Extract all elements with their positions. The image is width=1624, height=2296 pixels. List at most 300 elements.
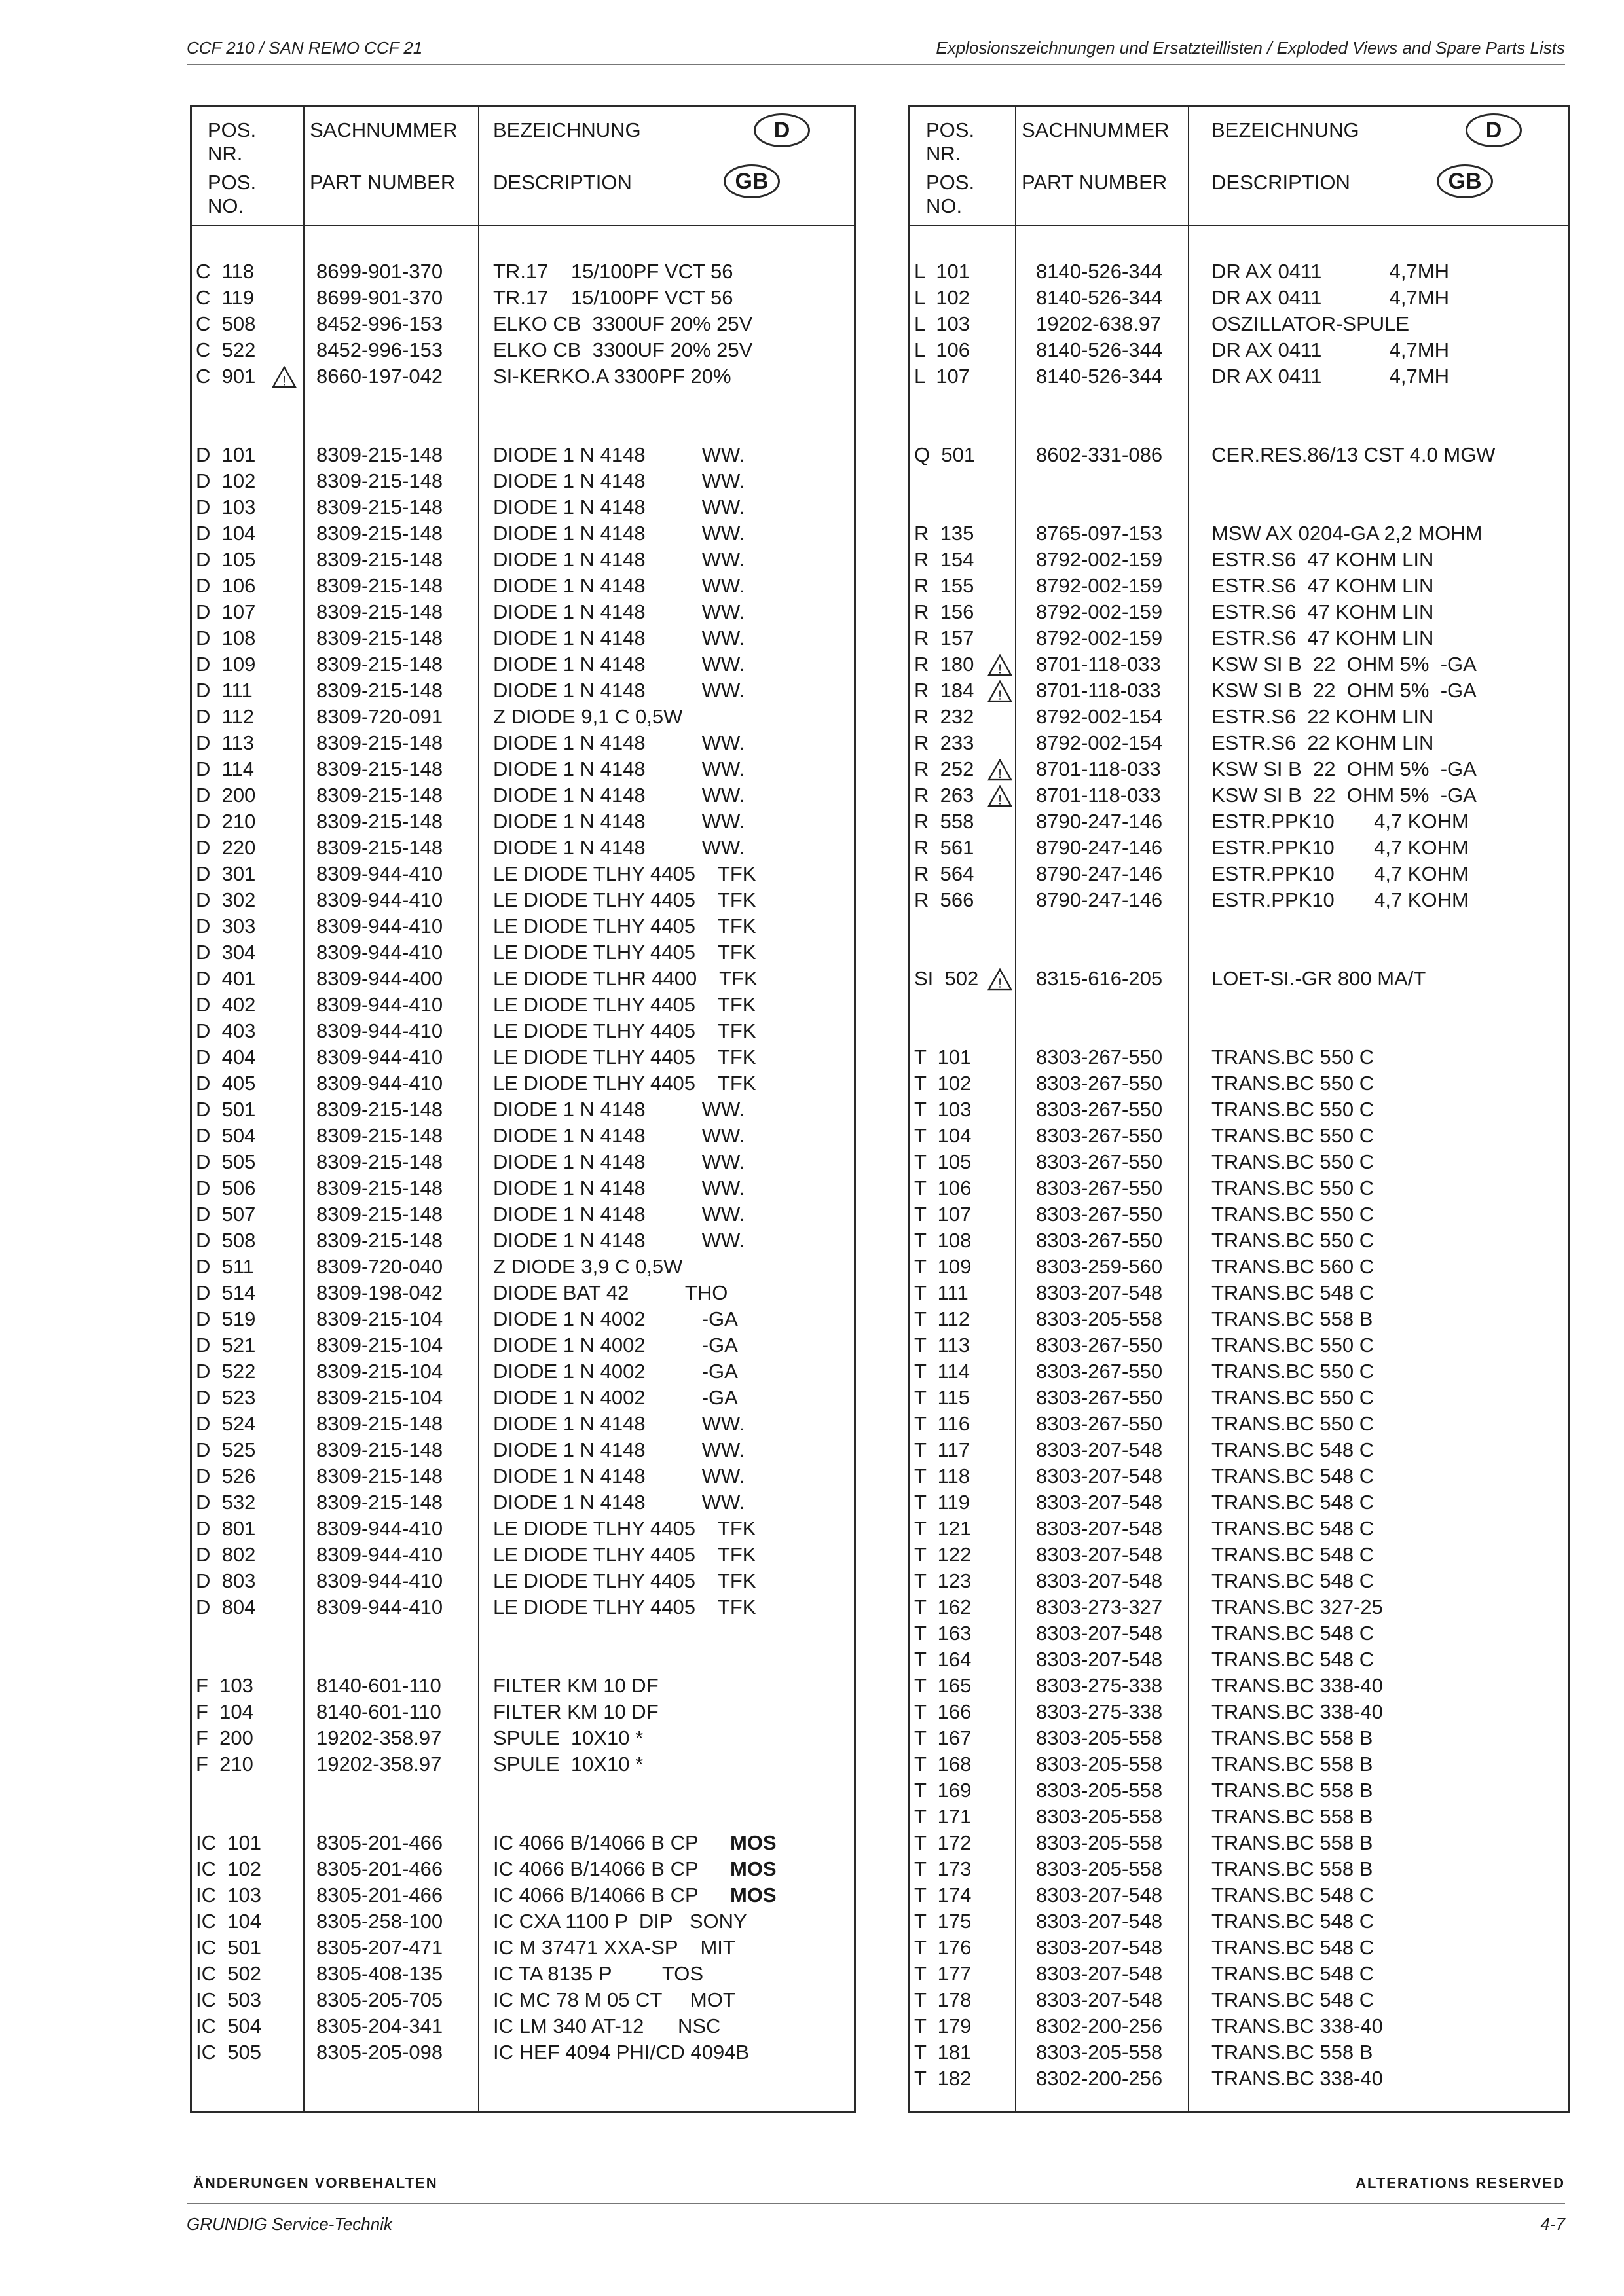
row-gap: [192, 1620, 854, 1647]
description-cell: KSW SI B 22 OHM 5% -GA: [1211, 679, 1477, 702]
position-cell: F 210: [196, 1753, 253, 1776]
position-cell: T 116: [914, 1412, 970, 1435]
table-row: [910, 1594, 1568, 1620]
table-row: [192, 1725, 854, 1751]
table-row: [192, 442, 854, 468]
description-cell: LOET-SI.-GR 800 MA/T: [1211, 967, 1426, 990]
header-divider: [910, 225, 1568, 226]
table-row: [192, 599, 854, 625]
description-cell: DIODE 1 N 4148 WW.: [493, 1491, 745, 1514]
position-cell: D 801: [196, 1517, 256, 1540]
position-cell: R 184: [914, 679, 974, 702]
description-cell: DIODE 1 N 4148 WW.: [493, 469, 745, 492]
rows-left: [192, 259, 854, 2066]
table-row: [192, 520, 854, 547]
part-number-cell: 8302-200-256: [1036, 2067, 1163, 2090]
table-row: [192, 704, 854, 730]
description-cell: TRANS.BC 548 C: [1211, 1884, 1375, 1906]
table-row: [192, 1070, 854, 1097]
description-cell: IC 4066 B/14066 B CP: [493, 1884, 699, 1906]
description-cell: DIODE 1 N 4148 WW.: [493, 653, 745, 676]
table-row: [910, 337, 1568, 363]
table-row: [910, 1358, 1568, 1385]
table-row: [910, 1201, 1568, 1228]
table-row: [910, 2013, 1568, 2039]
part-number-cell: 8309-215-148: [316, 1412, 443, 1435]
position-cell: D 220: [196, 836, 256, 859]
part-number-cell: 8309-215-104: [316, 1307, 443, 1330]
part-number-cell: 8602-331-086: [1036, 443, 1163, 466]
table-row: [192, 468, 854, 494]
changes-reserved-note: ÄNDERUNGEN VORBEHALTEN: [193, 2175, 438, 2191]
part-number-cell: 8140-526-344: [1036, 286, 1163, 309]
part-number-cell: 8303-207-548: [1036, 1936, 1163, 1959]
part-number-cell: 8305-408-135: [316, 1962, 443, 1985]
description-cell: ESTR.S6 47 KOHM LIN: [1211, 600, 1434, 623]
parts-table-right: [908, 105, 1570, 2113]
description-cell: DR AX 0411 4,7MH: [1211, 365, 1449, 388]
table-row: [910, 363, 1568, 390]
position-cell: R 157: [914, 627, 974, 649]
description-cell: TRANS.BC 548 C: [1211, 1569, 1375, 1592]
position-cell: T 171: [914, 1805, 972, 1828]
table-row: [910, 756, 1568, 782]
description-cell: TRANS.BC 550 C: [1211, 1386, 1375, 1409]
alterations-reserved-note: ALTERATIONS RESERVED: [1356, 2175, 1565, 2191]
table-row: [910, 1987, 1568, 2013]
position-cell: T 179: [914, 2014, 972, 2037]
description-cell: LE DIODE TLHY 4405 TFK: [493, 1517, 756, 1540]
table-row: [192, 1516, 854, 1542]
table-row: [910, 442, 1568, 468]
table-row: [192, 1018, 854, 1044]
svg-text:!: !: [282, 373, 286, 388]
description-cell: IC LM 340 AT-12 NSC: [493, 2014, 721, 2037]
part-number-cell: 8792-002-154: [1036, 705, 1163, 728]
table-row: [910, 1097, 1568, 1123]
position-cell: T 101: [914, 1046, 972, 1068]
description-cell: DIODE 1 N 4148 WW.: [493, 757, 745, 780]
table-row: [910, 1804, 1568, 1830]
description-cell: SPULE 10X10 *: [493, 1726, 644, 1749]
description-cell: ESTR.S6 47 KOHM LIN: [1211, 574, 1434, 597]
part-number-cell: 8309-215-148: [316, 784, 443, 807]
position-cell: T 178: [914, 1988, 972, 2011]
position-cell: T 167: [914, 1726, 972, 1749]
description-cell: SI-KERKO.A 3300PF 20%: [493, 365, 731, 388]
position-cell: D 524: [196, 1412, 256, 1435]
table-row: [910, 651, 1568, 678]
part-number-cell: 8303-267-550: [1036, 1203, 1163, 1226]
table-row: [910, 966, 1568, 992]
table-row: [192, 861, 854, 887]
part-number-cell: 8303-273-327: [1036, 1595, 1163, 1618]
position-cell: T 112: [914, 1307, 970, 1330]
part-number-cell: 19202-358.97: [316, 1726, 442, 1749]
position-cell: L 106: [914, 338, 970, 361]
table-row: [910, 678, 1568, 704]
table-row: [192, 1044, 854, 1070]
part-number-cell: 8302-200-256: [1036, 2014, 1163, 2037]
position-cell: D 401: [196, 967, 256, 990]
part-number-cell: 8309-944-410: [316, 915, 443, 938]
position-cell: D 522: [196, 1360, 256, 1383]
part-number-cell: 8303-205-558: [1036, 1779, 1163, 1802]
part-number-cell: 8309-215-148: [316, 1176, 443, 1199]
position-cell: F 200: [196, 1726, 253, 1749]
position-cell: T 173: [914, 1857, 972, 1880]
position-cell: T 109: [914, 1255, 972, 1278]
position-cell: IC 505: [196, 2041, 261, 2064]
description-cell: DIODE 1 N 4148 WW.: [493, 496, 745, 519]
position-cell: D 402: [196, 993, 256, 1016]
table-row: [910, 1751, 1568, 1777]
description-cell: Z DIODE 9,1 C 0,5W: [493, 705, 683, 728]
table-row: [192, 337, 854, 363]
position-cell: T 107: [914, 1203, 972, 1226]
table-row: [192, 1175, 854, 1201]
description-cell: ESTR.PPK10 4,7 KOHM: [1211, 888, 1469, 911]
table-row: [192, 1437, 854, 1463]
table-row: [192, 1228, 854, 1254]
part-number-cell: 8305-201-466: [316, 1857, 443, 1880]
description-cell: ELKO CB 3300UF 20% 25V: [493, 312, 753, 335]
position-cell: IC 104: [196, 1910, 261, 1933]
position-cell: T 164: [914, 1648, 972, 1671]
part-number-cell: 8305-201-466: [316, 1884, 443, 1906]
row-gap: [192, 1804, 854, 1830]
description-cell: IC MC 78 M 05 CT MOT: [493, 1988, 735, 2011]
description-cell: TRANS.BC 548 C: [1211, 1491, 1375, 1514]
description-cell: TRANS.BC 548 C: [1211, 1648, 1375, 1671]
description-cell: IC TA 8135 P TOS: [493, 1962, 704, 1985]
part-number-cell: 8305-205-098: [316, 2041, 443, 2064]
part-number-cell: 8303-207-548: [1036, 1465, 1163, 1487]
part-number-cell: 8303-207-548: [1036, 1648, 1163, 1671]
part-number-cell: 8309-944-410: [316, 1569, 443, 1592]
table-row: [910, 1935, 1568, 1961]
description-cell: TRANS.BC 338-40: [1211, 2067, 1383, 2090]
table-row: [192, 1568, 854, 1594]
description-cell: TRANS.BC 338-40: [1211, 2014, 1383, 2037]
part-number-cell: 8309-944-410: [316, 1072, 443, 1095]
position-cell: T 114: [914, 1360, 970, 1383]
table-row: [192, 913, 854, 939]
warning-triangle-icon: [987, 680, 1012, 702]
description-cell: DIODE 1 N 4002 -GA: [493, 1360, 738, 1383]
part-number-cell: 8452-996-153: [316, 338, 443, 361]
part-number-cell: 8305-204-341: [316, 2014, 443, 2037]
position-cell: IC 503: [196, 1988, 261, 2011]
description-cell: TRANS.BC 558 B: [1211, 1753, 1373, 1776]
table-row: [910, 1149, 1568, 1175]
table-row: [192, 1830, 854, 1856]
description-cell: LE DIODE TLHY 4405 TFK: [493, 941, 756, 964]
description-cell: TRANS.BC 548 C: [1211, 1910, 1375, 1933]
page-header-right: Explosionszeichnungen und Ersatzteillisten / Exploded Views and Spare Parts Lists: [936, 38, 1565, 58]
description-cell: LE DIODE TLHY 4405 TFK: [493, 915, 756, 938]
table-row: [910, 1332, 1568, 1358]
table-row: [192, 887, 854, 913]
table-row: [910, 1908, 1568, 1935]
table-row: [192, 1856, 854, 1882]
position-cell: D 404: [196, 1046, 256, 1068]
table-row: [910, 259, 1568, 285]
table-row: [192, 1201, 854, 1228]
table-row: [192, 1699, 854, 1725]
position-cell: C 508: [196, 312, 256, 335]
description-cell: DIODE 1 N 4148 WW.: [493, 548, 745, 571]
part-number-cell: 8309-944-410: [316, 1595, 443, 1618]
table-row: [192, 1908, 854, 1935]
badge-d: D: [1466, 113, 1522, 147]
part-number-cell: 8303-259-560: [1036, 1255, 1163, 1278]
description-cell: TRANS.BC 548 C: [1211, 1281, 1375, 1304]
description-cell: TRANS.BC 558 B: [1211, 1726, 1373, 1749]
part-number-cell: 8309-215-148: [316, 600, 443, 623]
header-divider: [192, 225, 854, 226]
position-cell: IC 101: [196, 1831, 261, 1854]
position-cell: T 175: [914, 1910, 972, 1933]
description-cell: TRANS.BC 550 C: [1211, 1360, 1375, 1383]
part-number-cell: 8303-205-558: [1036, 1805, 1163, 1828]
rows-right: [910, 259, 1568, 2092]
position-cell: R 156: [914, 600, 974, 623]
position-cell: D 112: [196, 705, 255, 728]
part-number-cell: 8790-247-146: [1036, 888, 1163, 911]
position-cell: D 405: [196, 1072, 256, 1095]
part-number-cell: 8315-616-205: [1036, 967, 1163, 990]
description-cell: DIODE 1 N 4148 WW.: [493, 1176, 745, 1199]
table-row: [910, 1306, 1568, 1332]
row-gap: [910, 1018, 1568, 1044]
part-number-cell: 8309-215-148: [316, 679, 443, 702]
table-row: [910, 573, 1568, 599]
part-number-cell: 8309-198-042: [316, 1281, 443, 1304]
position-cell: D 511: [196, 1255, 255, 1278]
position-cell: T 174: [914, 1884, 972, 1906]
position-cell: Q 501: [914, 443, 976, 466]
part-number-cell: 8303-205-558: [1036, 1307, 1163, 1330]
position-cell: F 103: [196, 1674, 253, 1697]
table-row: [192, 1332, 854, 1358]
description-cell: TRANS.BC 550 C: [1211, 1072, 1375, 1095]
position-cell: T 172: [914, 1831, 972, 1854]
position-cell: R 252: [914, 757, 974, 780]
warning-triangle-icon: [987, 759, 1012, 781]
table-row: [910, 1856, 1568, 1882]
part-number-cell: 8701-118-033: [1036, 653, 1161, 676]
part-number-cell: 8303-207-548: [1036, 1884, 1163, 1906]
part-number-cell: 8303-267-550: [1036, 1412, 1163, 1435]
part-number-cell: 8303-267-550: [1036, 1072, 1163, 1095]
part-number-cell: 8309-215-148: [316, 1465, 443, 1487]
table-row: [192, 1149, 854, 1175]
position-cell: F 104: [196, 1700, 253, 1723]
warning-triangle-icon: [987, 654, 1012, 676]
table-row: [192, 494, 854, 520]
position-cell: T 115: [914, 1386, 970, 1409]
part-number-cell: 8303-275-338: [1036, 1700, 1163, 1723]
part-number-cell: 8790-247-146: [1036, 862, 1163, 885]
table-row: [910, 782, 1568, 809]
header-pos-gb: POS. NO.: [208, 171, 257, 217]
part-number-cell: 8309-215-148: [316, 443, 443, 466]
position-cell: C 522: [196, 338, 256, 361]
position-cell: D 506: [196, 1176, 256, 1199]
description-cell: ESTR.S6 22 KOHM LIN: [1211, 705, 1434, 728]
table-row: [910, 1280, 1568, 1306]
position-cell: R 155: [914, 574, 974, 597]
part-number-cell: 8792-002-159: [1036, 627, 1163, 649]
position-cell: D 106: [196, 574, 256, 597]
description-cell: DR AX 0411 4,7MH: [1211, 338, 1449, 361]
table-row: [192, 809, 854, 835]
description-cell: DIODE 1 N 4148 WW.: [493, 731, 745, 754]
description-cell: DR AX 0411 4,7MH: [1211, 286, 1449, 309]
position-cell: IC 103: [196, 1884, 261, 1906]
description-cell: DIODE 1 N 4148 WW.: [493, 522, 745, 545]
position-cell: T 122: [914, 1543, 972, 1566]
description-cell: LE DIODE TLHY 4405 TFK: [493, 993, 756, 1016]
description-cell: TR.17 15/100PF VCT 56: [493, 286, 733, 309]
position-cell: R 564: [914, 862, 974, 885]
part-number-cell: 8303-267-550: [1036, 1334, 1163, 1357]
description-cell: LE DIODE TLHY 4405 TFK: [493, 888, 756, 911]
position-cell: D 525: [196, 1438, 256, 1461]
position-cell: T 121: [914, 1517, 972, 1540]
table-row: [910, 1568, 1568, 1594]
part-number-cell: 8303-207-548: [1036, 1622, 1163, 1645]
position-cell: T 118: [914, 1465, 970, 1487]
table-row: [910, 1437, 1568, 1463]
description-cell: DIODE 1 N 4148 WW.: [493, 1203, 745, 1226]
part-number-cell: 8309-944-410: [316, 993, 443, 1016]
description-cell: DIODE 1 N 4148 WW.: [493, 810, 745, 833]
svg-text:!: !: [998, 687, 1002, 702]
position-cell: D 107: [196, 600, 256, 623]
table-row: [192, 1542, 854, 1568]
position-cell: D 104: [196, 522, 256, 545]
table-row: [192, 1751, 854, 1777]
part-number-cell: 8303-205-558: [1036, 1726, 1163, 1749]
position-cell: IC 501: [196, 1936, 261, 1959]
part-number-cell: 8303-207-548: [1036, 1962, 1163, 1985]
table-row: [910, 1647, 1568, 1673]
part-number-cell: 8701-118-033: [1036, 784, 1161, 807]
position-cell: D 114: [196, 757, 255, 780]
table-row: [910, 599, 1568, 625]
description-cell: DR AX 0411 4,7MH: [1211, 260, 1449, 283]
table-row: [192, 1358, 854, 1385]
header-part-gb: PART NUMBER: [1022, 171, 1168, 194]
part-number-cell: 8303-207-548: [1036, 1569, 1163, 1592]
position-cell: T 106: [914, 1176, 972, 1199]
position-cell: D 507: [196, 1203, 256, 1226]
part-number-cell: 8309-215-148: [316, 1098, 443, 1121]
table-row: [192, 547, 854, 573]
part-number-cell: 8303-207-548: [1036, 1438, 1163, 1461]
part-number-cell: 8303-267-550: [1036, 1124, 1163, 1147]
part-number-cell: 8303-205-558: [1036, 2041, 1163, 2064]
header-rule: [187, 64, 1565, 65]
table-row: [910, 1725, 1568, 1751]
position-cell: D 804: [196, 1595, 256, 1618]
description-cell: KSW SI B 22 OHM 5% -GA: [1211, 784, 1477, 807]
description-cell: DIODE 1 N 4148 WW.: [493, 600, 745, 623]
position-cell: T 119: [914, 1491, 970, 1514]
description-cell: TRANS.BC 550 C: [1211, 1098, 1375, 1121]
description-cell: DIODE 1 N 4148 WW.: [493, 784, 745, 807]
part-number-cell: 8303-207-548: [1036, 1988, 1163, 2011]
description-cell: DIODE 1 N 4148 WW.: [493, 1150, 745, 1173]
position-cell: T 163: [914, 1622, 972, 1645]
description-cell: ESTR.S6 22 KOHM LIN: [1211, 731, 1434, 754]
position-cell: R 566: [914, 888, 974, 911]
part-number-cell: 8305-201-466: [316, 1831, 443, 1854]
position-cell: IC 102: [196, 1857, 261, 1880]
description-cell: DIODE 1 N 4002 -GA: [493, 1386, 738, 1409]
page-header-left: CCF 210 / SAN REMO CCF 21: [187, 38, 423, 58]
description-cell: TRANS.BC 327-25: [1211, 1595, 1383, 1618]
description-cell: KSW SI B 22 OHM 5% -GA: [1211, 757, 1477, 780]
header-part-gb: PART NUMBER: [310, 171, 456, 194]
row-gap: [910, 416, 1568, 442]
description-cell: IC M 37471 XXA-SP MIT: [493, 1936, 735, 1959]
table-row: [910, 1620, 1568, 1647]
position-cell: D 103: [196, 496, 256, 519]
table-row: [910, 730, 1568, 756]
description-cell: TRANS.BC 548 C: [1211, 1622, 1375, 1645]
description-cell: TRANS.BC 558 B: [1211, 1831, 1373, 1854]
part-number-cell: 8790-247-146: [1036, 810, 1163, 833]
description-cell: ESTR.S6 47 KOHM LIN: [1211, 548, 1434, 571]
table-row: [910, 2039, 1568, 2066]
table-row: [910, 1516, 1568, 1542]
description-cell: FILTER KM 10 DF: [493, 1700, 659, 1723]
description-cell: LE DIODE TLHY 4405 TFK: [493, 1569, 756, 1592]
table-row: [192, 2013, 854, 2039]
position-cell: D 519: [196, 1307, 256, 1330]
position-cell: C 118: [196, 260, 255, 283]
position-cell: T 169: [914, 1779, 972, 1802]
description-cell: TRANS.BC 550 C: [1211, 1150, 1375, 1173]
part-number-cell: 8701-118-033: [1036, 679, 1161, 702]
position-cell: D 113: [196, 731, 255, 754]
position-cell: D 303: [196, 915, 256, 938]
part-number-cell: 8790-247-146: [1036, 836, 1163, 859]
table-row: [910, 1385, 1568, 1411]
position-cell: R 263: [914, 784, 974, 807]
table-row: [910, 1044, 1568, 1070]
part-number-cell: 8303-267-550: [1036, 1046, 1163, 1068]
description-cell: LE DIODE TLHY 4405 TFK: [493, 1072, 756, 1095]
description-cell: DIODE BAT 42 THO: [493, 1281, 728, 1304]
page-number: 4-7: [1540, 2214, 1565, 2234]
description-cell: LE DIODE TLHY 4405 TFK: [493, 1046, 756, 1068]
part-number-cell: 8309-215-148: [316, 469, 443, 492]
part-number-cell: 8303-267-550: [1036, 1176, 1163, 1199]
position-cell: D 504: [196, 1124, 256, 1147]
description-cell: LE DIODE TLHR 4400 TFK: [493, 967, 758, 990]
description-cell: TRANS.BC 338-40: [1211, 1700, 1383, 1723]
position-cell: D 108: [196, 627, 256, 649]
description-cell: IC 4066 B/14066 B CP: [493, 1857, 699, 1880]
description-cell: ESTR.PPK10 4,7 KOHM: [1211, 836, 1469, 859]
position-cell: SI 502: [914, 967, 979, 990]
position-cell: D 532: [196, 1491, 256, 1514]
position-cell: D 802: [196, 1543, 256, 1566]
